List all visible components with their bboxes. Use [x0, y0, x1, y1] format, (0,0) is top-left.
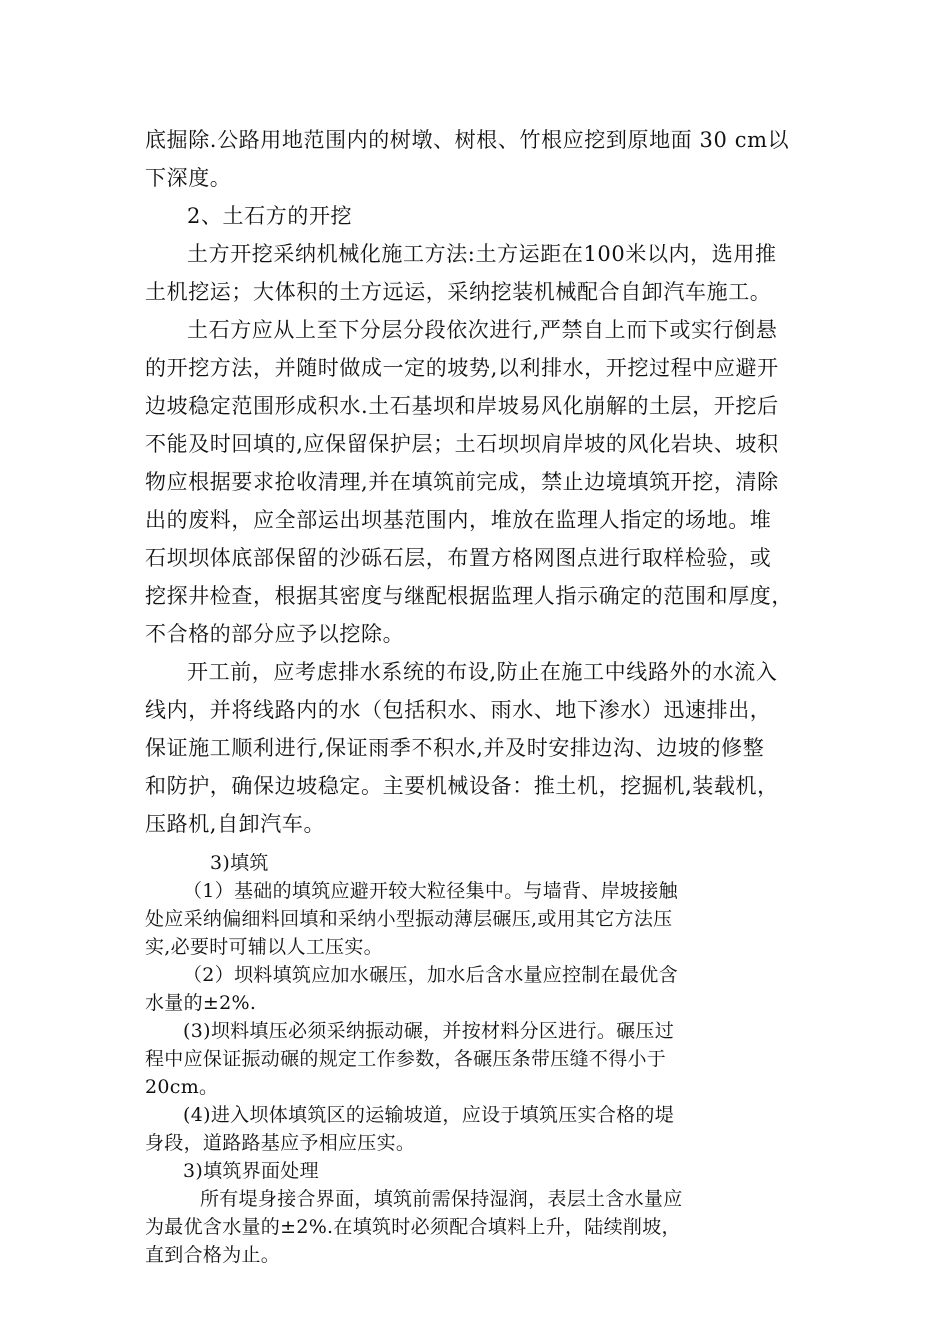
text-line: 不能及时回填的,应保留保护层；土石坝坝肩岸坡的风化岩块、坡积: [145, 432, 779, 456]
text-line: 石坝坝体底部保留的沙砾石层，布置方格网图点进行取样检验，或: [145, 546, 772, 570]
text-line: 和防护，确保边坡稳定。主要机械设备：推土机，挖掘机,装载机，: [145, 774, 779, 798]
text-line: 边坡稳定范围形成积水.土石基坝和岸坡易风化崩解的土层，开挖后: [145, 394, 779, 418]
text-line: 20cm。: [145, 1076, 219, 1098]
text-line: （1）基础的填筑应避开较大粒径集中。与墙背、岸坡接触: [183, 880, 678, 902]
text-line: 出的废料，应全部运出坝基范围内，堆放在监理人指定的场地。堆: [145, 508, 772, 532]
text-line: （2）坝料填筑应加水碾压，加水后含水量应控制在最优含: [183, 964, 678, 986]
text-line: 挖探井检查，根据其密度与继配根据监理人指示确定的范围和厚度，: [145, 584, 793, 608]
section-heading: 3)填筑: [210, 852, 269, 874]
text-line: 水量的±2%.: [145, 992, 257, 1014]
text-line: 身段，道路路基应予相应压实。: [145, 1132, 416, 1154]
text-line: 实,必要时可辅以人工压实。: [145, 936, 383, 958]
text-line: 线内，并将线路内的水（包括积水、雨水、地下渗水）迅速排出，: [145, 698, 772, 722]
text-line: 土机挖运；大体积的土方远运，采纳挖装机械配合自卸汽车施工。: [145, 280, 772, 304]
section-heading: 2、土石方的开挖: [187, 204, 353, 228]
text-line: 下深度。: [145, 166, 232, 190]
text-line: 土石方应从上至下分层分段依次进行,严禁自上而下或实行倒悬: [187, 318, 778, 342]
text-line: 不合格的部分应予以挖除。: [145, 622, 405, 646]
text-line: 保证施工顺利进行,保证雨季不积水,并及时安排边沟、边坡的修整: [145, 736, 765, 760]
text-line: 为最优含水量的±2%.在填筑时必须配合填料上升，陆续削坡，: [145, 1216, 681, 1238]
text-line: 物应根据要求抢收清理,并在填筑前完成，禁止边境填筑开挖，清除: [145, 470, 779, 494]
text-line: 直到合格为止。: [145, 1244, 281, 1266]
text-line: 开工前，应考虑排水系统的布设,防止在施工中线路外的水流入: [187, 660, 778, 684]
text-line: 压路机,自卸汽车。: [145, 812, 326, 836]
text-line: 土方开挖采纳机械化施工方法:土方运距在100米以内，选用推: [187, 242, 777, 266]
text-line: 底掘除.公路用地范围内的树墩、树根、竹根应挖到原地面 30 cm以: [145, 128, 790, 152]
text-line: (4)进入坝体填筑区的运输坡道，应设于填筑压实合格的堤: [183, 1104, 675, 1126]
text-line: (3)坝料填压必须采纳振动碾，并按材料分区进行。碾压过: [183, 1020, 675, 1042]
section-heading: 3)填筑界面处理: [183, 1160, 319, 1182]
text-line: 程中应保证振动碾的规定工作参数，各碾压条带压缝不得小于: [145, 1048, 667, 1070]
text-line: 的开挖方法，并随时做成一定的坡势,以利排水，开挖过程中应避开: [145, 356, 779, 380]
text-line: 所有堤身接合界面，填筑前需保持湿润，表层土含水量应: [200, 1188, 683, 1210]
text-line: 处应采纳偏细料回填和采纳小型振动薄层碾压,或用其它方法压: [145, 908, 673, 930]
